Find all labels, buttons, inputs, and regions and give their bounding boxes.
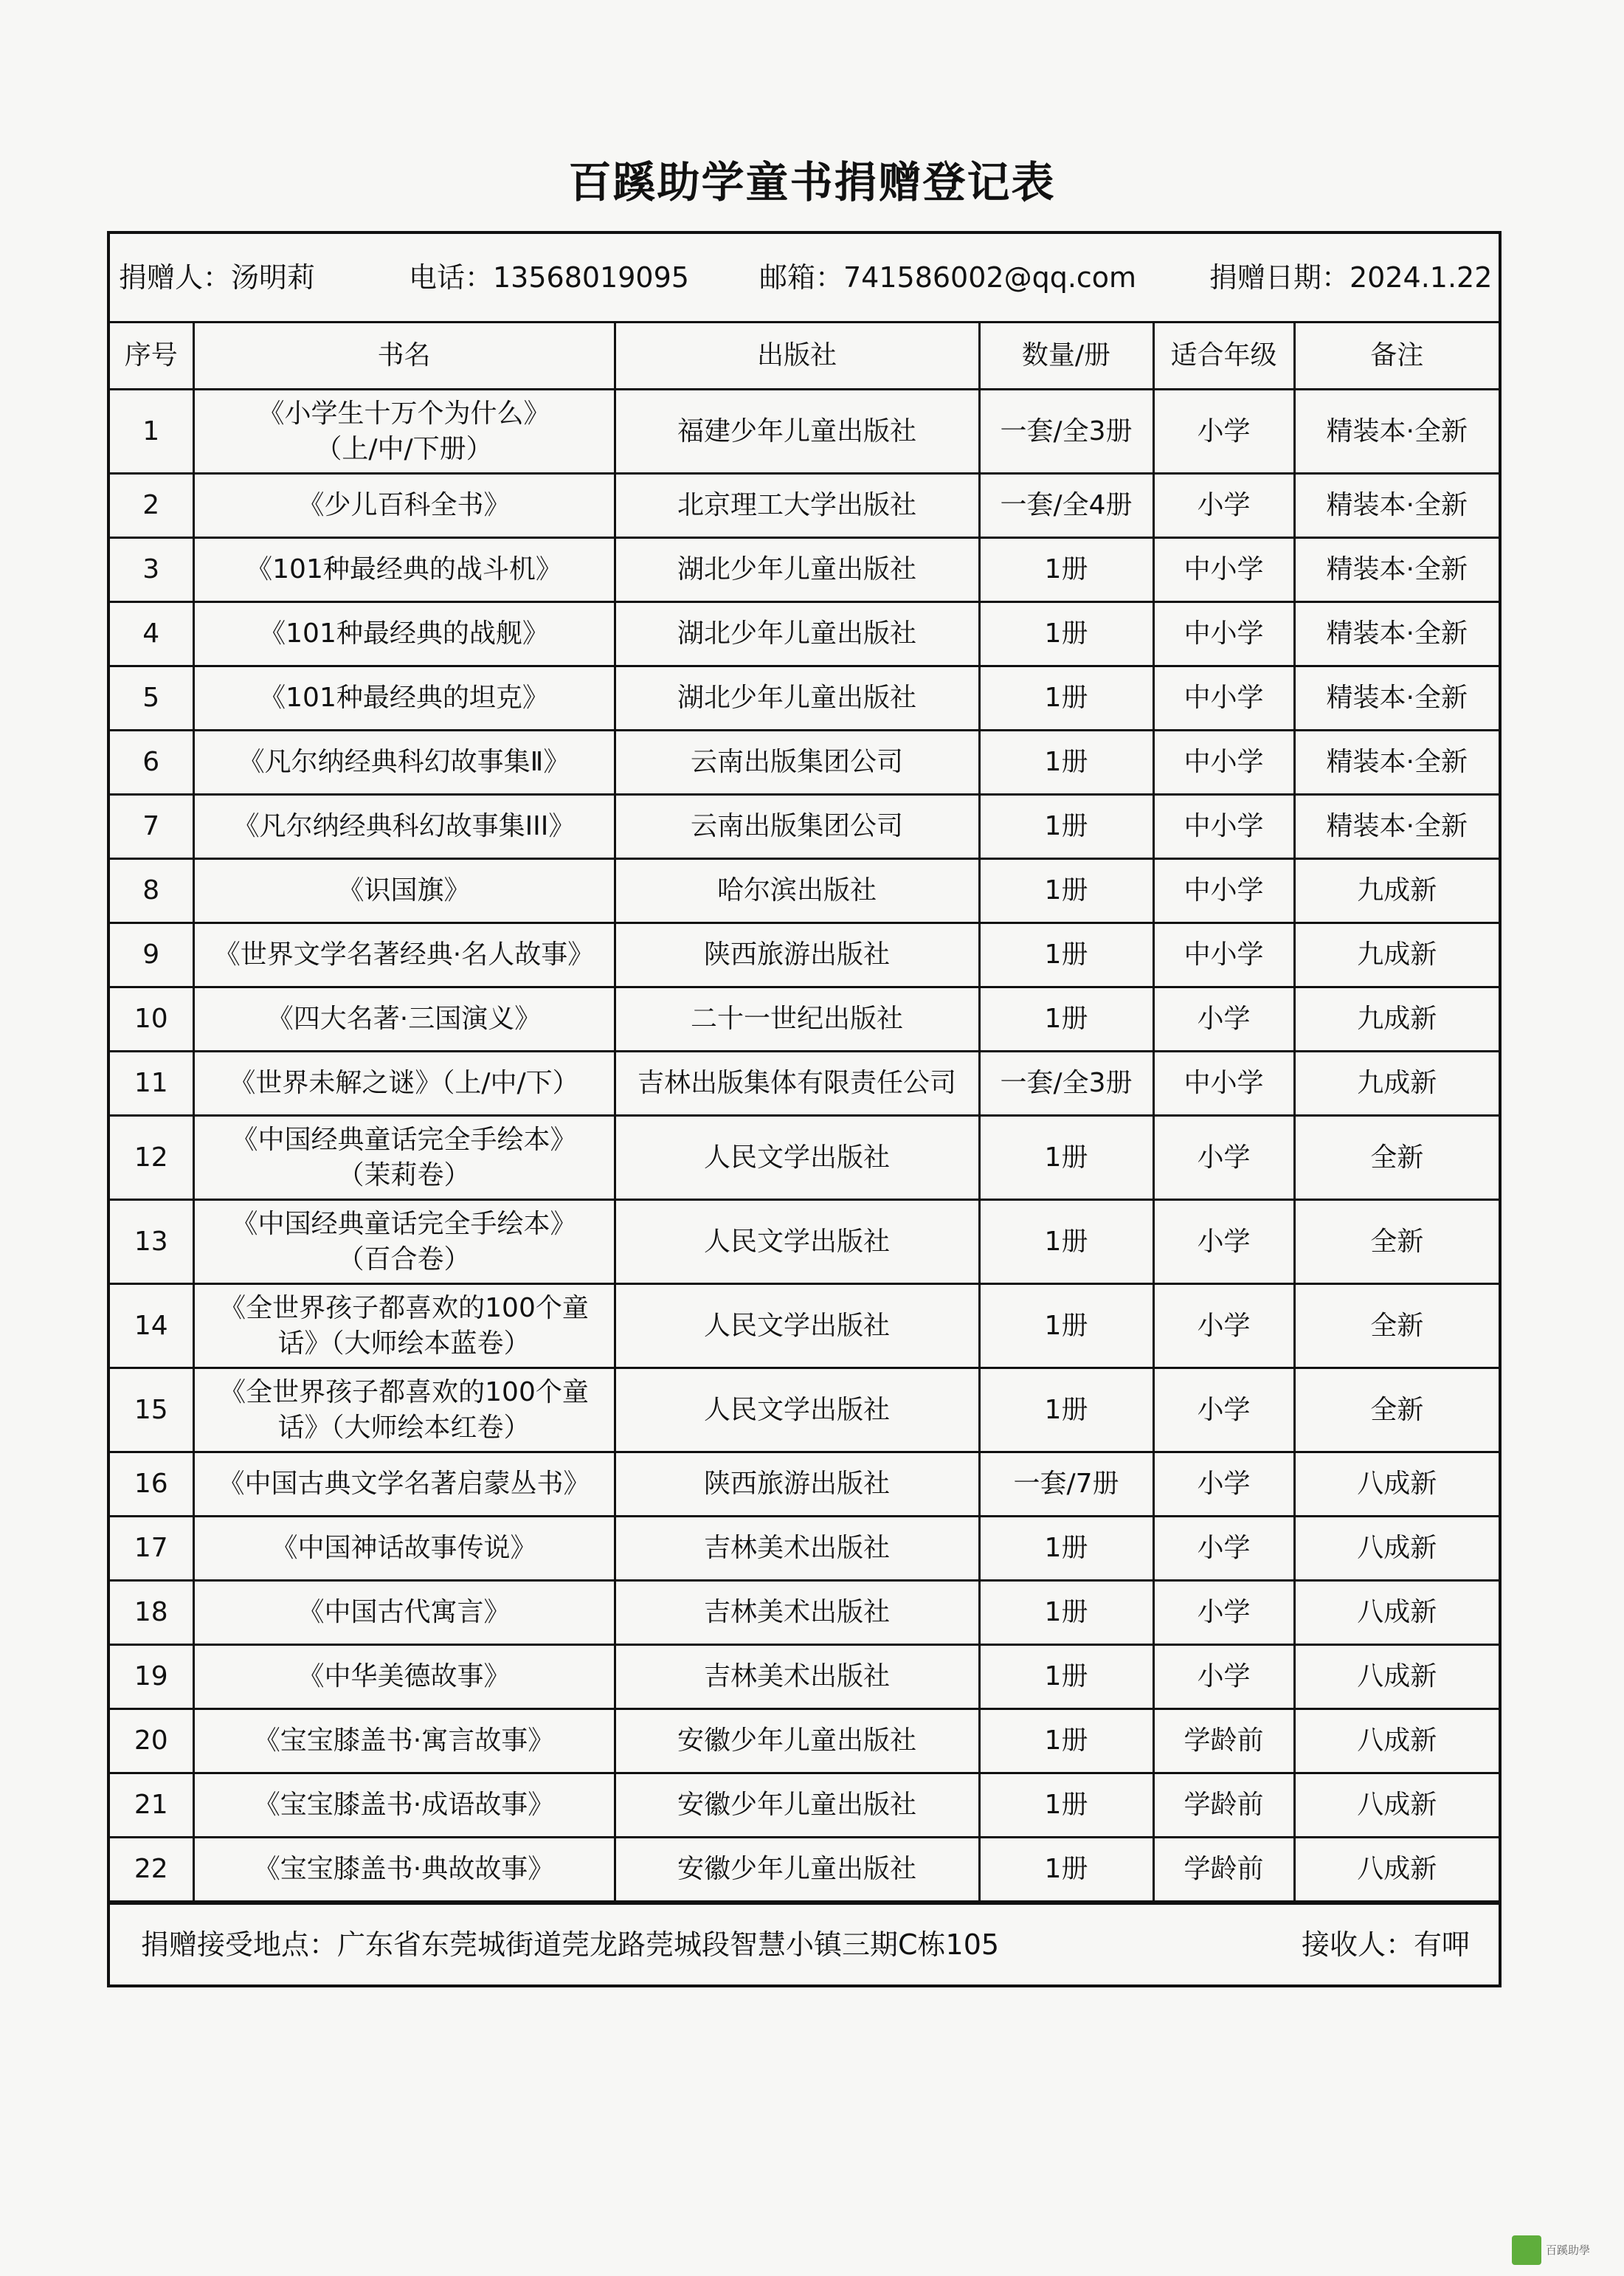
- grade: 小学: [1153, 1116, 1294, 1200]
- row-number: 12: [110, 1116, 193, 1200]
- publisher: 吉林出版集体有限责任公司: [615, 1052, 979, 1116]
- table-row: [110, 1368, 1499, 1452]
- donor-email: 邮箱：741586002@qq.com: [759, 261, 1137, 294]
- row-number: 10: [110, 987, 193, 1052]
- publisher: 福建少年儿童出版社: [615, 390, 979, 474]
- receiving-info-row: [110, 1903, 1499, 1984]
- quantity: 1册: [979, 1773, 1153, 1838]
- row-number: 17: [110, 1517, 193, 1581]
- column-header-title: 书名: [193, 323, 615, 390]
- table-row: [110, 538, 1499, 602]
- grade: 小学: [1153, 987, 1294, 1052]
- book-title-line: 《中国古代寓言》: [297, 1597, 511, 1627]
- grade: 中小学: [1153, 666, 1294, 731]
- row-number: 4: [110, 602, 193, 666]
- note: 精装本·全新: [1294, 538, 1499, 602]
- note: 九成新: [1294, 859, 1499, 923]
- grade: 小学: [1153, 474, 1294, 538]
- note: 八成新: [1294, 1645, 1499, 1709]
- table-header-row: [110, 323, 1499, 390]
- publisher: 哈尔滨出版社: [615, 859, 979, 923]
- grade: 小学: [1153, 1284, 1294, 1368]
- table-row: [110, 987, 1499, 1052]
- publisher: 人民文学出版社: [615, 1200, 979, 1284]
- table-row: [110, 1116, 1499, 1200]
- grade: 小学: [1153, 1368, 1294, 1452]
- quantity: 1册: [979, 1284, 1153, 1368]
- quantity: 1册: [979, 1116, 1153, 1200]
- quantity: 1册: [979, 731, 1153, 795]
- book-title-line: 《世界文学名著经典·名人故事》: [213, 939, 595, 970]
- table-row: [110, 1773, 1499, 1838]
- row-number: 21: [110, 1773, 193, 1838]
- row-number: 14: [110, 1284, 193, 1368]
- quantity: 1册: [979, 1368, 1153, 1452]
- book-title-line: 话》（大师绘本红卷）: [277, 1412, 531, 1443]
- table-row: [110, 1838, 1499, 1902]
- grade: 中小学: [1153, 1052, 1294, 1116]
- quantity: 1册: [979, 1581, 1153, 1645]
- note: 九成新: [1294, 923, 1499, 987]
- row-number: 18: [110, 1581, 193, 1645]
- publisher: 吉林美术出版社: [615, 1645, 979, 1709]
- book-title-line: （上/中/下册）: [315, 433, 493, 464]
- table-row: [110, 390, 1499, 474]
- quantity: 一套/全4册: [979, 474, 1153, 538]
- row-number: 1: [110, 390, 193, 474]
- book-title: [193, 731, 615, 795]
- quantity: 1册: [979, 987, 1153, 1052]
- table-row: [110, 1052, 1499, 1116]
- row-number: 11: [110, 1052, 193, 1116]
- watermark: [1512, 2232, 1615, 2269]
- grade: 中小学: [1153, 923, 1294, 987]
- book-title-line: 《少儿百科全书》: [297, 490, 511, 520]
- page-title: 百蹊助学童书捐赠登记表: [568, 157, 1056, 207]
- publisher: 云南出版集团公司: [615, 795, 979, 859]
- quantity: 1册: [979, 795, 1153, 859]
- donor-phone: 电话：13568019095: [409, 261, 689, 294]
- book-title: [193, 1200, 615, 1284]
- publisher: 陕西旅游出版社: [615, 1452, 979, 1517]
- note: 九成新: [1294, 987, 1499, 1052]
- table-row: [110, 1581, 1499, 1645]
- quantity: 1册: [979, 859, 1153, 923]
- row-number: 15: [110, 1368, 193, 1452]
- book-title-line: （百合卷）: [337, 1244, 471, 1275]
- book-title: [193, 602, 615, 666]
- book-title: [193, 923, 615, 987]
- publisher: 吉林美术出版社: [615, 1581, 979, 1645]
- note: 全新: [1294, 1284, 1499, 1368]
- grade: 中小学: [1153, 602, 1294, 666]
- book-title: [193, 1517, 615, 1581]
- publisher: 人民文学出版社: [615, 1116, 979, 1200]
- grade: 学龄前: [1153, 1709, 1294, 1773]
- receiving-location: 捐赠接受地点：广东省东莞城街道莞龙路莞城段智慧小镇三期C栋105: [141, 1928, 1000, 1961]
- book-title-line: 《世界未解之谜》（上/中/下）: [229, 1068, 579, 1098]
- note: 八成新: [1294, 1838, 1499, 1902]
- note: 九成新: [1294, 1052, 1499, 1116]
- book-title-line: 话》（大师绘本蓝卷）: [277, 1328, 531, 1359]
- quantity: 1册: [979, 1838, 1153, 1902]
- table-row: [110, 1284, 1499, 1368]
- publisher: 陕西旅游出版社: [615, 923, 979, 987]
- row-number: 8: [110, 859, 193, 923]
- note: 全新: [1294, 1116, 1499, 1200]
- table-row: [110, 923, 1499, 987]
- publisher: 人民文学出版社: [615, 1368, 979, 1452]
- book-title-line: 《识国旗》: [337, 875, 471, 906]
- book-title: [193, 859, 615, 923]
- donor-name: 捐赠人：汤明莉: [119, 261, 316, 294]
- book-title-line: 《101种最经典的坦克》: [259, 683, 549, 713]
- table-row: [110, 859, 1499, 923]
- publisher: 人民文学出版社: [615, 1284, 979, 1368]
- book-title: [193, 1581, 615, 1645]
- row-number: 13: [110, 1200, 193, 1284]
- quantity: 一套/全3册: [979, 1052, 1153, 1116]
- donor-info-row: [110, 234, 1499, 323]
- note: 精装本·全新: [1294, 795, 1499, 859]
- quantity: 1册: [979, 538, 1153, 602]
- table-row: [110, 474, 1499, 538]
- leaf-logo-icon: [1512, 2235, 1541, 2265]
- book-title-line: 《101种最经典的战舰》: [259, 618, 549, 649]
- row-number: 19: [110, 1645, 193, 1709]
- table-row: [110, 1452, 1499, 1517]
- note: 八成新: [1294, 1452, 1499, 1517]
- book-title-line: 《宝宝膝盖书·寓言故事》: [253, 1725, 555, 1756]
- book-title: [193, 1284, 615, 1368]
- grade: 小学: [1153, 1517, 1294, 1581]
- table-row: [110, 1645, 1499, 1709]
- quantity: 1册: [979, 923, 1153, 987]
- book-title: [193, 987, 615, 1052]
- book-title: [193, 1368, 615, 1452]
- book-title: [193, 666, 615, 731]
- note: 精装本·全新: [1294, 731, 1499, 795]
- publisher: 湖北少年儿童出版社: [615, 538, 979, 602]
- table-row: [110, 666, 1499, 731]
- column-header-quantity: 数量/册: [979, 323, 1153, 390]
- grade: 学龄前: [1153, 1838, 1294, 1902]
- column-header-publisher: 出版社: [615, 323, 979, 390]
- row-number: 20: [110, 1709, 193, 1773]
- quantity: 1册: [979, 1709, 1153, 1773]
- note: 八成新: [1294, 1581, 1499, 1645]
- row-number: 9: [110, 923, 193, 987]
- book-title-line: 《四大名著·三国演义》: [266, 1004, 542, 1034]
- book-title-line: 《凡尔纳经典科幻故事集III》: [232, 811, 576, 841]
- grade: 中小学: [1153, 859, 1294, 923]
- publisher: 云南出版集团公司: [615, 731, 979, 795]
- book-title-line: 《中国经典童话完全手绘本》: [231, 1208, 577, 1239]
- book-title: [193, 1838, 615, 1902]
- book-title-line: 《凡尔纳经典科幻故事集Ⅱ》: [238, 747, 570, 777]
- watermark-text: 百蹊助學: [1546, 2244, 1591, 2257]
- row-number: 7: [110, 795, 193, 859]
- row-number: 3: [110, 538, 193, 602]
- note: 八成新: [1294, 1517, 1499, 1581]
- grade: 学龄前: [1153, 1773, 1294, 1838]
- note: 全新: [1294, 1368, 1499, 1452]
- book-title: [193, 1645, 615, 1709]
- book-title: [193, 538, 615, 602]
- grade: 中小学: [1153, 538, 1294, 602]
- grade: 小学: [1153, 1645, 1294, 1709]
- grade: 中小学: [1153, 731, 1294, 795]
- grade: 小学: [1153, 1452, 1294, 1517]
- quantity: 1册: [979, 1517, 1153, 1581]
- publisher: 安徽少年儿童出版社: [615, 1709, 979, 1773]
- book-title: [193, 1773, 615, 1838]
- book-title-line: 《101种最经典的战斗机》: [246, 554, 562, 584]
- book-title: [193, 1709, 615, 1773]
- publisher: 安徽少年儿童出版社: [615, 1773, 979, 1838]
- note: 精装本·全新: [1294, 474, 1499, 538]
- row-number: 5: [110, 666, 193, 731]
- book-table: [110, 323, 1499, 1903]
- grade: 小学: [1153, 1200, 1294, 1284]
- donation-date: 捐赠日期：2024.1.22: [1209, 261, 1493, 294]
- note: 八成新: [1294, 1773, 1499, 1838]
- donation-form: [107, 231, 1502, 1987]
- table-row: [110, 731, 1499, 795]
- quantity: 一套/全3册: [979, 390, 1153, 474]
- publisher: 二十一世纪出版社: [615, 987, 979, 1052]
- book-title: [193, 474, 615, 538]
- grade: 中小学: [1153, 795, 1294, 859]
- grade: 小学: [1153, 390, 1294, 474]
- book-title-line: 《宝宝膝盖书·成语故事》: [253, 1790, 555, 1820]
- table-row: [110, 795, 1499, 859]
- quantity: 1册: [979, 1645, 1153, 1709]
- note: 全新: [1294, 1200, 1499, 1284]
- publisher: 北京理工大学出版社: [615, 474, 979, 538]
- row-number: 22: [110, 1838, 193, 1902]
- book-title-line: 《中国神话故事传说》: [271, 1533, 537, 1563]
- row-number: 2: [110, 474, 193, 538]
- note: 精装本·全新: [1294, 602, 1499, 666]
- publisher: 湖北少年儿童出版社: [615, 666, 979, 731]
- row-number: 16: [110, 1452, 193, 1517]
- table-row: [110, 1517, 1499, 1581]
- quantity: 1册: [979, 666, 1153, 731]
- publisher: 安徽少年儿童出版社: [615, 1838, 979, 1902]
- book-title-line: 《中国古典文学名著启蒙丛书》: [218, 1469, 590, 1499]
- book-title: [193, 1116, 615, 1200]
- publisher: 吉林美术出版社: [615, 1517, 979, 1581]
- book-title-line: 《全世界孩子都喜欢的100个童: [219, 1292, 589, 1323]
- note: 精装本·全新: [1294, 390, 1499, 474]
- book-title-line: 《中国经典童话完全手绘本》: [231, 1124, 577, 1155]
- book-title-line: 《宝宝膝盖书·典故故事》: [253, 1854, 555, 1884]
- quantity: 一套/7册: [979, 1452, 1153, 1517]
- book-title-line: 《小学生十万个为什么》: [258, 398, 550, 429]
- table-row: [110, 1709, 1499, 1773]
- book-title: [193, 390, 615, 474]
- book-title: [193, 795, 615, 859]
- note: 精装本·全新: [1294, 666, 1499, 731]
- book-title-line: （茉莉卷）: [337, 1159, 471, 1190]
- note: 八成新: [1294, 1709, 1499, 1773]
- book-title-line: 《中华美德故事》: [297, 1661, 511, 1692]
- grade: 小学: [1153, 1581, 1294, 1645]
- table-row: [110, 1200, 1499, 1284]
- publisher: 湖北少年儿童出版社: [615, 602, 979, 666]
- column-header-grade: 适合年级: [1153, 323, 1294, 390]
- book-title: [193, 1052, 615, 1116]
- receiver-name: 接收人：有呷: [1302, 1928, 1471, 1961]
- column-header-no: 序号: [110, 323, 193, 390]
- column-header-note: 备注: [1294, 323, 1499, 390]
- quantity: 1册: [979, 1200, 1153, 1284]
- book-title: [193, 1452, 615, 1517]
- book-title-line: 《全世界孩子都喜欢的100个童: [219, 1376, 589, 1407]
- quantity: 1册: [979, 602, 1153, 666]
- row-number: 6: [110, 731, 193, 795]
- table-row: [110, 602, 1499, 666]
